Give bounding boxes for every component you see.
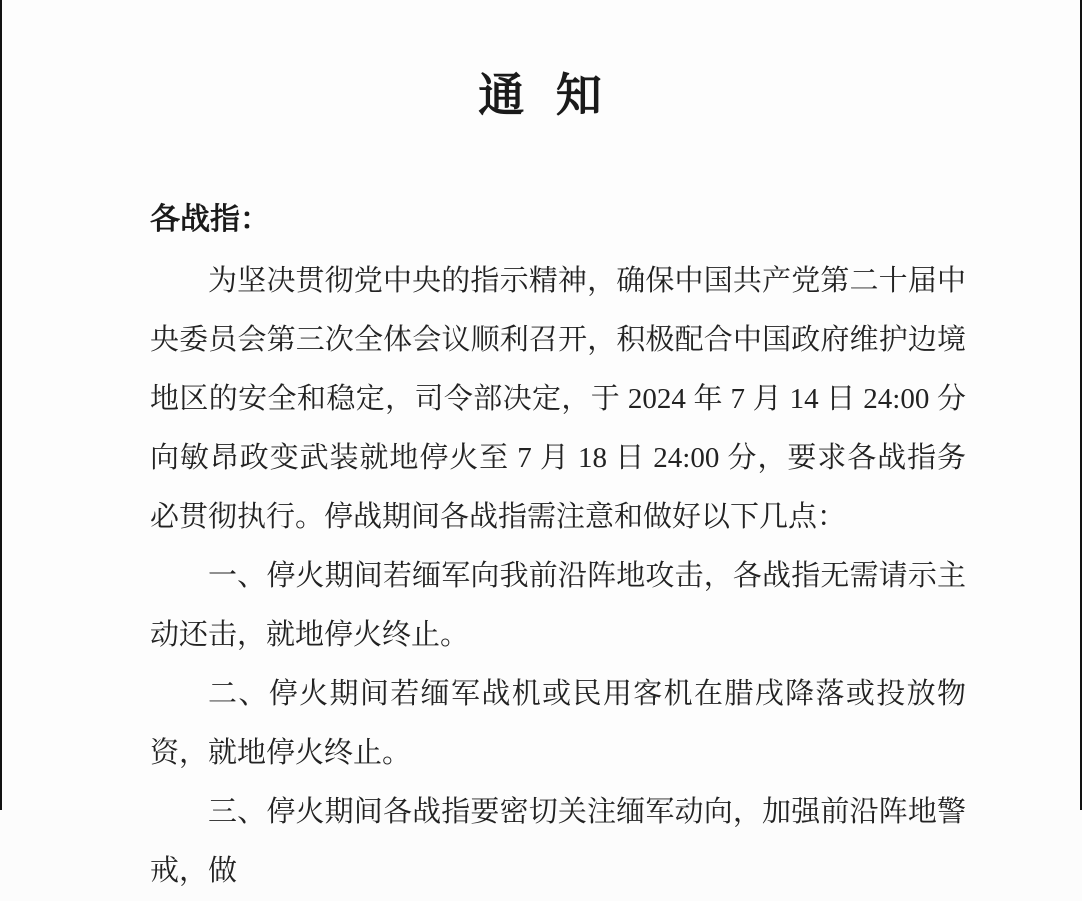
- paragraph-item-3-clipped: 三、停火期间各战指要密切关注缅军动向，加强前沿阵地警戒，做: [150, 796, 966, 887]
- paragraph-item-1: 一、停火期间若缅军向我前沿阵地攻击，各战指无需请示主动还击，就地停火终止。: [150, 560, 966, 651]
- salutation: 各战指：: [150, 203, 270, 236]
- document-title: 通 知: [478, 70, 604, 121]
- document-body: [150, 252, 966, 901]
- paragraph-item-2: 二、停火期间若缅军战机或民用客机在腊戌降落或投放物资，就地停火终止。: [150, 678, 966, 769]
- paragraph-intro: 为坚决贯彻党中央的指示精神，确保中国共产党第二十届中央委员会第三次全体会议顺利召开，积极配合中国政府维护边境地区的安全和稳定，司令部决定，于 2024 年 7 月 14 日 24:00 分向敏昂政变武装就地停火至 7 月 18 日 24:00 分，要求各战指务必贯彻执行。停战期间各战指需注意和做好以下几点：: [150, 265, 966, 533]
